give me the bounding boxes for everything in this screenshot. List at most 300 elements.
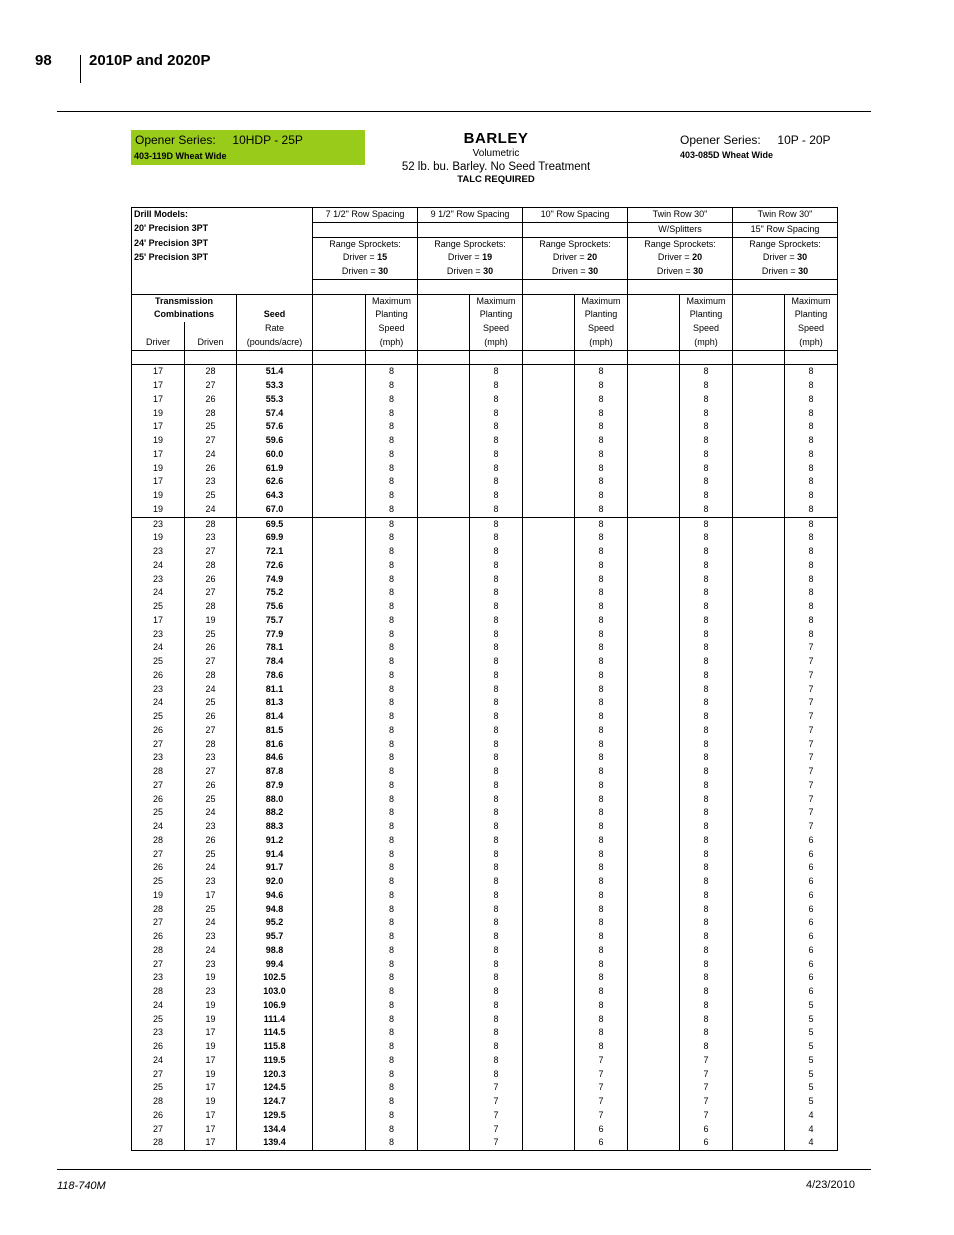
- max-speed-cell: 8: [366, 517, 418, 531]
- max-speed-cell: 8: [785, 628, 838, 642]
- driver-cell: 25: [132, 1013, 185, 1027]
- table-row: [132, 1123, 838, 1137]
- driver-cell: 23: [132, 517, 185, 531]
- blank-cell: [313, 1026, 366, 1040]
- max-speed-cell: 8: [470, 573, 523, 587]
- max-speed-cell: 8: [575, 724, 628, 738]
- blank-cell: [523, 407, 575, 421]
- blank-cell: [523, 793, 575, 807]
- blank-cell: [523, 1123, 575, 1137]
- blank-cell: [313, 1068, 366, 1082]
- driver-cell: 23: [132, 1026, 185, 1040]
- max-speed-cell: 6: [785, 889, 838, 903]
- max-speed-cell: 8: [470, 462, 523, 476]
- blank-cell: [523, 531, 575, 545]
- driver-cell: 19: [132, 434, 185, 448]
- blank-cell: [628, 614, 680, 628]
- blank-cell: [628, 916, 680, 930]
- max-speed-cell: 7: [680, 1054, 733, 1068]
- driver-cell: 27: [132, 779, 185, 793]
- max-speed-cell: 8: [680, 475, 733, 489]
- max-speed-cell: 8: [575, 944, 628, 958]
- opener-left-line: [135, 133, 303, 147]
- max-speed-cell: 8: [366, 448, 418, 462]
- max-speed-cell: 7: [785, 820, 838, 834]
- max-speed-cell: 8: [680, 971, 733, 985]
- blank-cell: [418, 379, 470, 393]
- max-speed-cell: 8: [680, 420, 733, 434]
- max-speed-cell: 8: [785, 531, 838, 545]
- opener-left-label: Opener Series:: [135, 133, 216, 147]
- blank-cell: [628, 1123, 680, 1137]
- blank-cell: [628, 393, 680, 407]
- blank-cell: [628, 434, 680, 448]
- max-speed-cell: 8: [575, 848, 628, 862]
- max-speed-cell: 8: [366, 614, 418, 628]
- seed-rate-cell: 119.5: [237, 1054, 313, 1068]
- max-speed-cell: 8: [366, 875, 418, 889]
- blank-cell: [418, 779, 470, 793]
- max-speed-cell: 8: [785, 379, 838, 393]
- driver-cell: 25: [132, 1081, 185, 1095]
- driven-cell: 28: [185, 365, 237, 379]
- table-row: [132, 916, 838, 930]
- blank-cell: [523, 448, 575, 462]
- seed-rate-cell: 57.6: [237, 420, 313, 434]
- seed-rate-cell: 81.5: [237, 724, 313, 738]
- max-speed-cell: 6: [785, 971, 838, 985]
- driver-cell: 28: [132, 903, 185, 917]
- table-row: [132, 848, 838, 862]
- max-speed-cell: 8: [680, 916, 733, 930]
- max-speed-cell: 8: [470, 916, 523, 930]
- blank-cell: [523, 1109, 575, 1123]
- blank-cell: [523, 683, 575, 697]
- max-speed-cell: 7: [470, 1109, 523, 1123]
- max-speed-cell: 8: [575, 628, 628, 642]
- blank-cell: [628, 696, 680, 710]
- max-speed-cell: 8: [575, 365, 628, 379]
- blank-cell: [418, 916, 470, 930]
- max-speed-cell: 8: [785, 559, 838, 573]
- blank-cell: [628, 586, 680, 600]
- blank-cell: [418, 1026, 470, 1040]
- table-row: [132, 434, 838, 448]
- seed-rate-cell: 91.7: [237, 861, 313, 875]
- blank-cell: [523, 1136, 575, 1150]
- table-row: [132, 641, 838, 655]
- driver-cell: 26: [132, 793, 185, 807]
- blank-cell: [313, 765, 366, 779]
- blank-cell: [628, 738, 680, 752]
- max-speed-cell: 8: [366, 724, 418, 738]
- blank-cell: [523, 903, 575, 917]
- drill-models-label: Drill Models:: [132, 208, 313, 223]
- seed-rate-cell: 74.9: [237, 573, 313, 587]
- blank-cell: [313, 861, 366, 875]
- blank-cell: [313, 462, 366, 476]
- max-speed-cell: 8: [366, 958, 418, 972]
- table-row: [132, 669, 838, 683]
- blank-cell: [418, 1081, 470, 1095]
- driven-cell: 23: [185, 875, 237, 889]
- spacing-title-1: 7 1/2" Row Spacing: [313, 208, 418, 223]
- blank-cell: [418, 420, 470, 434]
- range-driver: Driver = 30: [733, 251, 838, 265]
- max-speed-cell: 8: [366, 669, 418, 683]
- blank-cell: [523, 930, 575, 944]
- blank-cell: [313, 475, 366, 489]
- range-driver: Driver = 20: [628, 251, 733, 265]
- max-speed-cell: 8: [680, 407, 733, 421]
- driven-cell: 28: [185, 407, 237, 421]
- max-speed-cell: 8: [470, 545, 523, 559]
- max-speed-cell: 8: [785, 407, 838, 421]
- max-speed-cell: 8: [575, 475, 628, 489]
- blank-cell: [628, 1068, 680, 1082]
- driven-cell: 28: [185, 600, 237, 614]
- blank-cell: [313, 628, 366, 642]
- blank-cell: [733, 1026, 785, 1040]
- driven-cell: 27: [185, 545, 237, 559]
- max-speed-cell: 7: [575, 1068, 628, 1082]
- spacing-sub-2: [418, 222, 523, 237]
- blank-cell: [313, 738, 366, 752]
- blank-cell: [313, 420, 366, 434]
- blank-cell: [628, 573, 680, 587]
- seed-rate-cell: 88.3: [237, 820, 313, 834]
- blank-cell: [628, 517, 680, 531]
- blank-cell: [523, 958, 575, 972]
- blank-cell: [313, 710, 366, 724]
- blank-cell: [733, 971, 785, 985]
- max-speed-cell: 8: [470, 517, 523, 531]
- seed-rate-cell: 124.5: [237, 1081, 313, 1095]
- blank-cell: [418, 559, 470, 573]
- max-speed-cell: 8: [470, 848, 523, 862]
- max-speed-cell: 7: [470, 1136, 523, 1150]
- transmission-header: Transmission: [132, 294, 237, 308]
- max-speed-cell: 8: [366, 420, 418, 434]
- document-number: 118-740M: [57, 1180, 106, 1192]
- blank-cell: [628, 834, 680, 848]
- seed-rate-cell: 67.0: [237, 503, 313, 517]
- max-speed-cell: 8: [575, 669, 628, 683]
- seed-rate-cell: 115.8: [237, 1040, 313, 1054]
- max-speed-cell: 6: [575, 1123, 628, 1137]
- blank-cell: [313, 489, 366, 503]
- max-speed-cell: 8: [575, 696, 628, 710]
- max-speed-cell: 8: [470, 365, 523, 379]
- max-speed-cell: 8: [366, 573, 418, 587]
- blank-cell: [733, 420, 785, 434]
- max-speed-cell: 8: [785, 420, 838, 434]
- max-speed-cell: 8: [366, 889, 418, 903]
- blank-cell: [628, 559, 680, 573]
- max-speed-cell: 8: [470, 738, 523, 752]
- seed-rate-cell: 78.4: [237, 655, 313, 669]
- blank-cell: [523, 559, 575, 573]
- blank-cell: [523, 1054, 575, 1068]
- spacing-sub-4: W/Splitters: [628, 222, 733, 237]
- max-speed-cell: 8: [680, 586, 733, 600]
- blank-cell: [733, 641, 785, 655]
- max-speed-cell: 8: [575, 531, 628, 545]
- max-speed-header: Maximum: [785, 294, 838, 308]
- seed-rate-cell: 139.4: [237, 1136, 313, 1150]
- driven-cell: 23: [185, 820, 237, 834]
- blank-cell: [418, 1040, 470, 1054]
- driver-cell: 26: [132, 669, 185, 683]
- max-speed-cell: 8: [785, 586, 838, 600]
- seed-header: Seed: [237, 308, 313, 322]
- table-row: [132, 655, 838, 669]
- driver-cell: 27: [132, 738, 185, 752]
- max-speed-cell: 8: [785, 545, 838, 559]
- blank-cell: [523, 545, 575, 559]
- max-speed-cell: 8: [575, 434, 628, 448]
- blank-cell: [733, 407, 785, 421]
- table-row: [132, 793, 838, 807]
- blank-cell: [313, 393, 366, 407]
- blank-cell: [628, 903, 680, 917]
- max-speed-cell: 8: [575, 765, 628, 779]
- seed-rate-cell: 98.8: [237, 944, 313, 958]
- blank-cell: [733, 875, 785, 889]
- max-speed-cell: 8: [575, 1040, 628, 1054]
- driver-cell: 28: [132, 1095, 185, 1109]
- max-speed-cell: 8: [575, 420, 628, 434]
- blank-cell: [313, 545, 366, 559]
- max-speed-cell: 8: [785, 573, 838, 587]
- blank-cell: [628, 503, 680, 517]
- blank-cell: [733, 861, 785, 875]
- blank-cell: [418, 475, 470, 489]
- max-speed-cell: 8: [366, 489, 418, 503]
- max-speed-cell: 8: [366, 1054, 418, 1068]
- blank-cell: [313, 903, 366, 917]
- max-speed-cell: 8: [366, 971, 418, 985]
- driver-cell: 23: [132, 628, 185, 642]
- blank-cell: [523, 1040, 575, 1054]
- blank-cell: [418, 971, 470, 985]
- blank-cell: [733, 889, 785, 903]
- blank-cell: [733, 765, 785, 779]
- max-speed-cell: 8: [785, 462, 838, 476]
- max-speed-cell: 8: [470, 420, 523, 434]
- max-speed-cell: 7: [575, 1109, 628, 1123]
- blank-cell: [523, 600, 575, 614]
- max-speed-cell: 5: [785, 1026, 838, 1040]
- max-speed-cell: 8: [575, 1026, 628, 1040]
- blank-cell: [418, 407, 470, 421]
- seed-rate-cell: 51.4: [237, 365, 313, 379]
- max-speed-cell: 8: [470, 586, 523, 600]
- driver-cell: 17: [132, 420, 185, 434]
- max-speed-cell: 5: [785, 1081, 838, 1095]
- seed-rate-cell: 94.6: [237, 889, 313, 903]
- blank-cell: [313, 1123, 366, 1137]
- driver-cell: 23: [132, 971, 185, 985]
- seed-rate-cell: 103.0: [237, 985, 313, 999]
- max-speed-cell: 8: [470, 628, 523, 642]
- max-speed-cell: 6: [575, 1136, 628, 1150]
- blank-cell: [313, 1040, 366, 1054]
- blank-cell: [523, 1068, 575, 1082]
- max-speed-cell: 8: [680, 889, 733, 903]
- blank-cell: [628, 1026, 680, 1040]
- blank-cell: [733, 475, 785, 489]
- table-row: [132, 999, 838, 1013]
- max-speed-cell: 8: [575, 573, 628, 587]
- max-speed-cell: 8: [470, 1054, 523, 1068]
- blank-cell: [628, 1136, 680, 1150]
- max-speed-cell: 8: [366, 462, 418, 476]
- max-speed-cell: 8: [470, 944, 523, 958]
- max-speed-cell: 8: [366, 985, 418, 999]
- blank-cell: [628, 1109, 680, 1123]
- blank-cell: [628, 462, 680, 476]
- driven-cell: 26: [185, 462, 237, 476]
- max-speed-cell: 8: [470, 696, 523, 710]
- table-row: [132, 1054, 838, 1068]
- table-row: [132, 489, 838, 503]
- driven-cell: 26: [185, 573, 237, 587]
- max-speed-cell: 7: [785, 655, 838, 669]
- seed-rate-cell: 88.0: [237, 793, 313, 807]
- blank-cell: [313, 944, 366, 958]
- driver-cell: 23: [132, 751, 185, 765]
- driven-cell: 27: [185, 724, 237, 738]
- blank-cell: [418, 586, 470, 600]
- max-speed-cell: 8: [680, 779, 733, 793]
- blank-cell: [733, 365, 785, 379]
- blank-cell: [733, 1040, 785, 1054]
- driven-cell: 19: [185, 971, 237, 985]
- driven-cell: 27: [185, 586, 237, 600]
- blank-cell: [418, 1068, 470, 1082]
- driver-cell: 19: [132, 462, 185, 476]
- blank-cell: [628, 545, 680, 559]
- max-speed-header: Maximum: [575, 294, 628, 308]
- blank-cell: [733, 1054, 785, 1068]
- max-speed-cell: 5: [785, 1068, 838, 1082]
- blank-cell: [313, 985, 366, 999]
- blank-cell: [313, 365, 366, 379]
- table-row: [132, 1026, 838, 1040]
- max-speed-cell: 8: [366, 1123, 418, 1137]
- blank-cell: [733, 628, 785, 642]
- blank-cell: [733, 710, 785, 724]
- blank-cell: [733, 614, 785, 628]
- max-speed-cell: 5: [785, 999, 838, 1013]
- max-speed-cell: 8: [470, 434, 523, 448]
- blank-cell: [313, 434, 366, 448]
- max-speed-cell: 8: [785, 517, 838, 531]
- seed-rate-cell: 81.6: [237, 738, 313, 752]
- seed-rate-cell: 72.6: [237, 559, 313, 573]
- seed-rate-cell: 92.0: [237, 875, 313, 889]
- blank-cell: [418, 393, 470, 407]
- max-speed-cell: 8: [366, 628, 418, 642]
- driver-cell: 26: [132, 861, 185, 875]
- max-speed-cell: 8: [575, 614, 628, 628]
- max-speed-cell: 8: [470, 930, 523, 944]
- max-speed-cell: 8: [470, 503, 523, 517]
- table-row: [132, 1013, 838, 1027]
- driver-cell: 28: [132, 1136, 185, 1150]
- driver-cell: 27: [132, 848, 185, 862]
- blank-cell: [523, 889, 575, 903]
- blank-cell: [313, 586, 366, 600]
- range-driven: Driven = 30: [418, 265, 523, 279]
- page-number: 98: [35, 52, 52, 69]
- driver-cell: 25: [132, 806, 185, 820]
- max-speed-cell: 8: [575, 779, 628, 793]
- max-speed-cell: 6: [785, 916, 838, 930]
- max-speed-cell: 4: [785, 1109, 838, 1123]
- seed-rate-cell: 106.9: [237, 999, 313, 1013]
- blank-cell: [523, 1013, 575, 1027]
- blank-cell: [628, 820, 680, 834]
- blank-cell: [313, 1054, 366, 1068]
- table-row: [132, 751, 838, 765]
- blank-cell: [628, 379, 680, 393]
- max-speed-cell: 8: [470, 475, 523, 489]
- seed-rate-cell: 114.5: [237, 1026, 313, 1040]
- max-speed-cell: 8: [680, 738, 733, 752]
- driver-cell: 24: [132, 999, 185, 1013]
- max-speed-cell: 8: [366, 696, 418, 710]
- blank-cell: [628, 683, 680, 697]
- blank-cell: [523, 379, 575, 393]
- max-speed-cell: 8: [680, 751, 733, 765]
- blank-cell: [523, 765, 575, 779]
- driven-cell: 28: [185, 559, 237, 573]
- max-speed-cell: 8: [575, 820, 628, 834]
- max-speed-cell: 8: [785, 365, 838, 379]
- max-speed-header: Maximum: [366, 294, 418, 308]
- blank-cell: [523, 820, 575, 834]
- blank-cell: [418, 985, 470, 999]
- blank-cell: [523, 724, 575, 738]
- blank-cell: [418, 751, 470, 765]
- driven-cell: 23: [185, 531, 237, 545]
- max-speed-cell: 7: [785, 683, 838, 697]
- max-speed-cell: 8: [575, 503, 628, 517]
- table-row: [132, 834, 838, 848]
- driver-cell: 27: [132, 1123, 185, 1137]
- blank-cell: [418, 641, 470, 655]
- opener-right-label: Opener Series:: [680, 133, 761, 147]
- blank-cell: [313, 1095, 366, 1109]
- max-speed-cell: 8: [470, 559, 523, 573]
- blank-cell: [523, 573, 575, 587]
- driver-cell: 19: [132, 531, 185, 545]
- max-speed-cell: 8: [366, 393, 418, 407]
- blank-cell: [628, 765, 680, 779]
- max-speed-cell: 7: [680, 1068, 733, 1082]
- spacing-title-2: 9 1/2" Row Spacing: [418, 208, 523, 223]
- seed-rate-cell: 81.1: [237, 683, 313, 697]
- blank-cell: [523, 503, 575, 517]
- max-speed-cell: 8: [680, 710, 733, 724]
- table-row: [132, 420, 838, 434]
- max-speed-cell: 8: [470, 861, 523, 875]
- max-speed-header: Maximum: [680, 294, 733, 308]
- max-speed-cell: 8: [470, 655, 523, 669]
- max-speed-cell: 8: [470, 765, 523, 779]
